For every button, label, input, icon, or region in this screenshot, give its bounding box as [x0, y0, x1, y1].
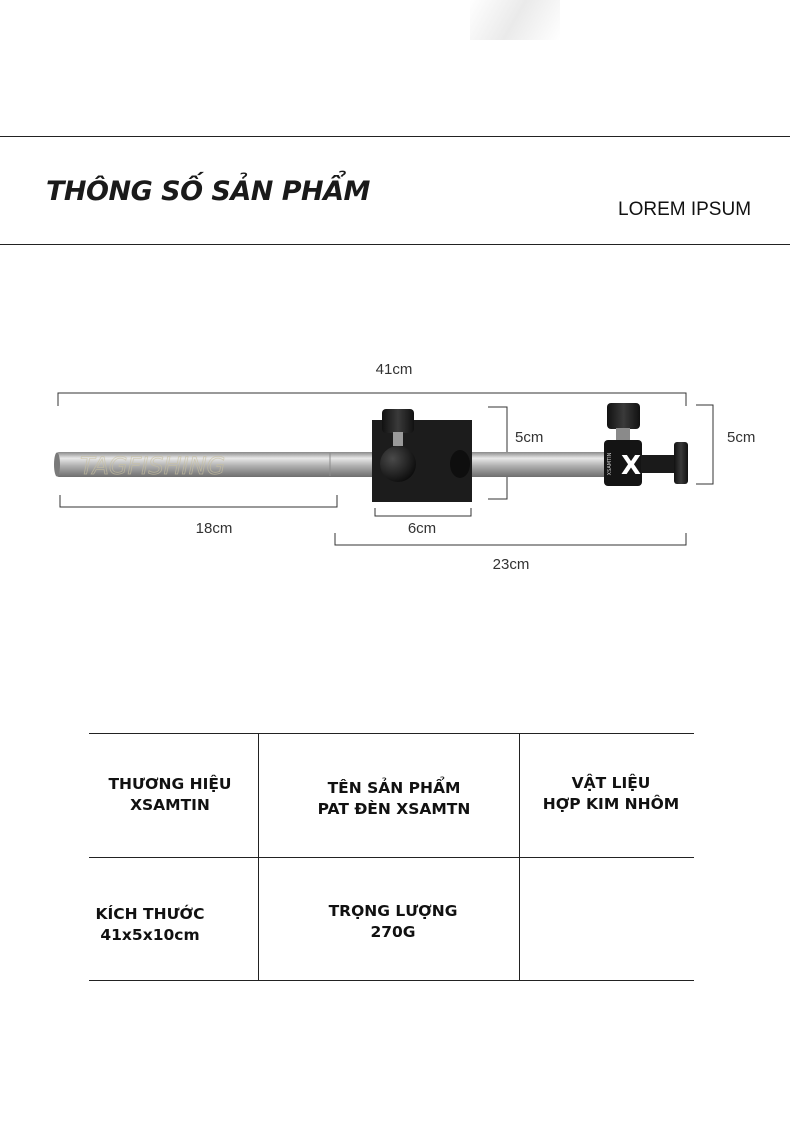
dimension-41cm	[58, 361, 686, 406]
spec-size-label: KÍCH THƯỚC	[95, 905, 205, 923]
head-spindle	[641, 455, 675, 473]
dimension-23cm	[335, 533, 686, 573]
clamp-knob-icon	[382, 409, 414, 433]
spec-name-value: PAT ĐÈN XSAMTN	[317, 800, 471, 818]
page-subtitle: LOREM IPSUM	[618, 199, 752, 220]
spec-material-cell	[541, 773, 681, 815]
dimension-bracket-41cm	[58, 393, 686, 406]
dimension-label-5cm-head: 5cm	[727, 429, 756, 446]
brand-logo-mark: X	[620, 451, 642, 481]
spec-weight-label: TRỌNG LƯỢNG	[328, 902, 458, 920]
dimension-bracket-23cm	[335, 533, 686, 545]
spec-table-bottom-border	[89, 980, 694, 981]
spec-material-value: HỢP KIM NHÔM	[542, 795, 680, 813]
dimension-bracket-5cm-head	[696, 405, 713, 484]
light-mount-head	[604, 403, 688, 486]
clamp-assembly	[372, 409, 472, 502]
header-top-rule	[0, 136, 790, 137]
dimension-label-41cm: 41cm	[375, 361, 413, 378]
dimension-6cm	[375, 508, 471, 537]
clamp-ball-joint	[380, 446, 416, 482]
spec-brand-value: XSAMTIN	[130, 796, 210, 814]
dimension-bracket-6cm	[375, 508, 471, 516]
spec-brand-label: THƯƠNG HIỆU	[108, 775, 232, 793]
spec-weight-value: 270G	[370, 923, 416, 941]
page-title: THÔNG SỐ SẢN PHẨM	[46, 176, 370, 207]
dimension-5cm-head	[696, 405, 755, 484]
dimension-label-23cm: 23cm	[492, 556, 530, 573]
spec-brand-cell	[107, 774, 233, 816]
watermark-text: TAGFISHING	[80, 452, 226, 480]
spec-table-divider-1	[258, 733, 259, 981]
dimension-label-5cm-clamp: 5cm	[515, 429, 544, 446]
spec-table-middle-border	[89, 857, 694, 858]
head-side-knob-icon	[674, 442, 688, 484]
spec-name-cell	[314, 778, 474, 820]
spec-table-top-border	[89, 733, 694, 734]
clamp-screw	[393, 432, 403, 446]
spec-material-label: VẬT LIỆU	[571, 774, 651, 792]
clamp-plate-slot	[450, 450, 470, 478]
dimension-bracket-18cm	[60, 495, 337, 507]
spec-weight-cell	[323, 901, 463, 943]
rod-end-cap	[54, 453, 60, 477]
product-rod	[54, 452, 616, 480]
spec-size-value: 41x5x10cm	[100, 926, 200, 944]
head-knob-icon	[607, 403, 640, 429]
header-bottom-rule	[0, 244, 790, 245]
dimension-label-6cm: 6cm	[407, 520, 437, 537]
spec-name-label: TÊN SẢN PHẨM	[327, 779, 461, 797]
product-dimension-diagram	[0, 340, 790, 580]
spec-size-cell	[94, 904, 206, 946]
brand-logo-text: XSAMTIN	[607, 452, 613, 476]
dimension-18cm	[60, 495, 337, 537]
top-gloss-decoration	[470, 0, 560, 40]
dimension-label-18cm: 18cm	[195, 520, 233, 537]
spec-table-divider-2	[519, 733, 520, 981]
spec-table	[89, 733, 694, 981]
